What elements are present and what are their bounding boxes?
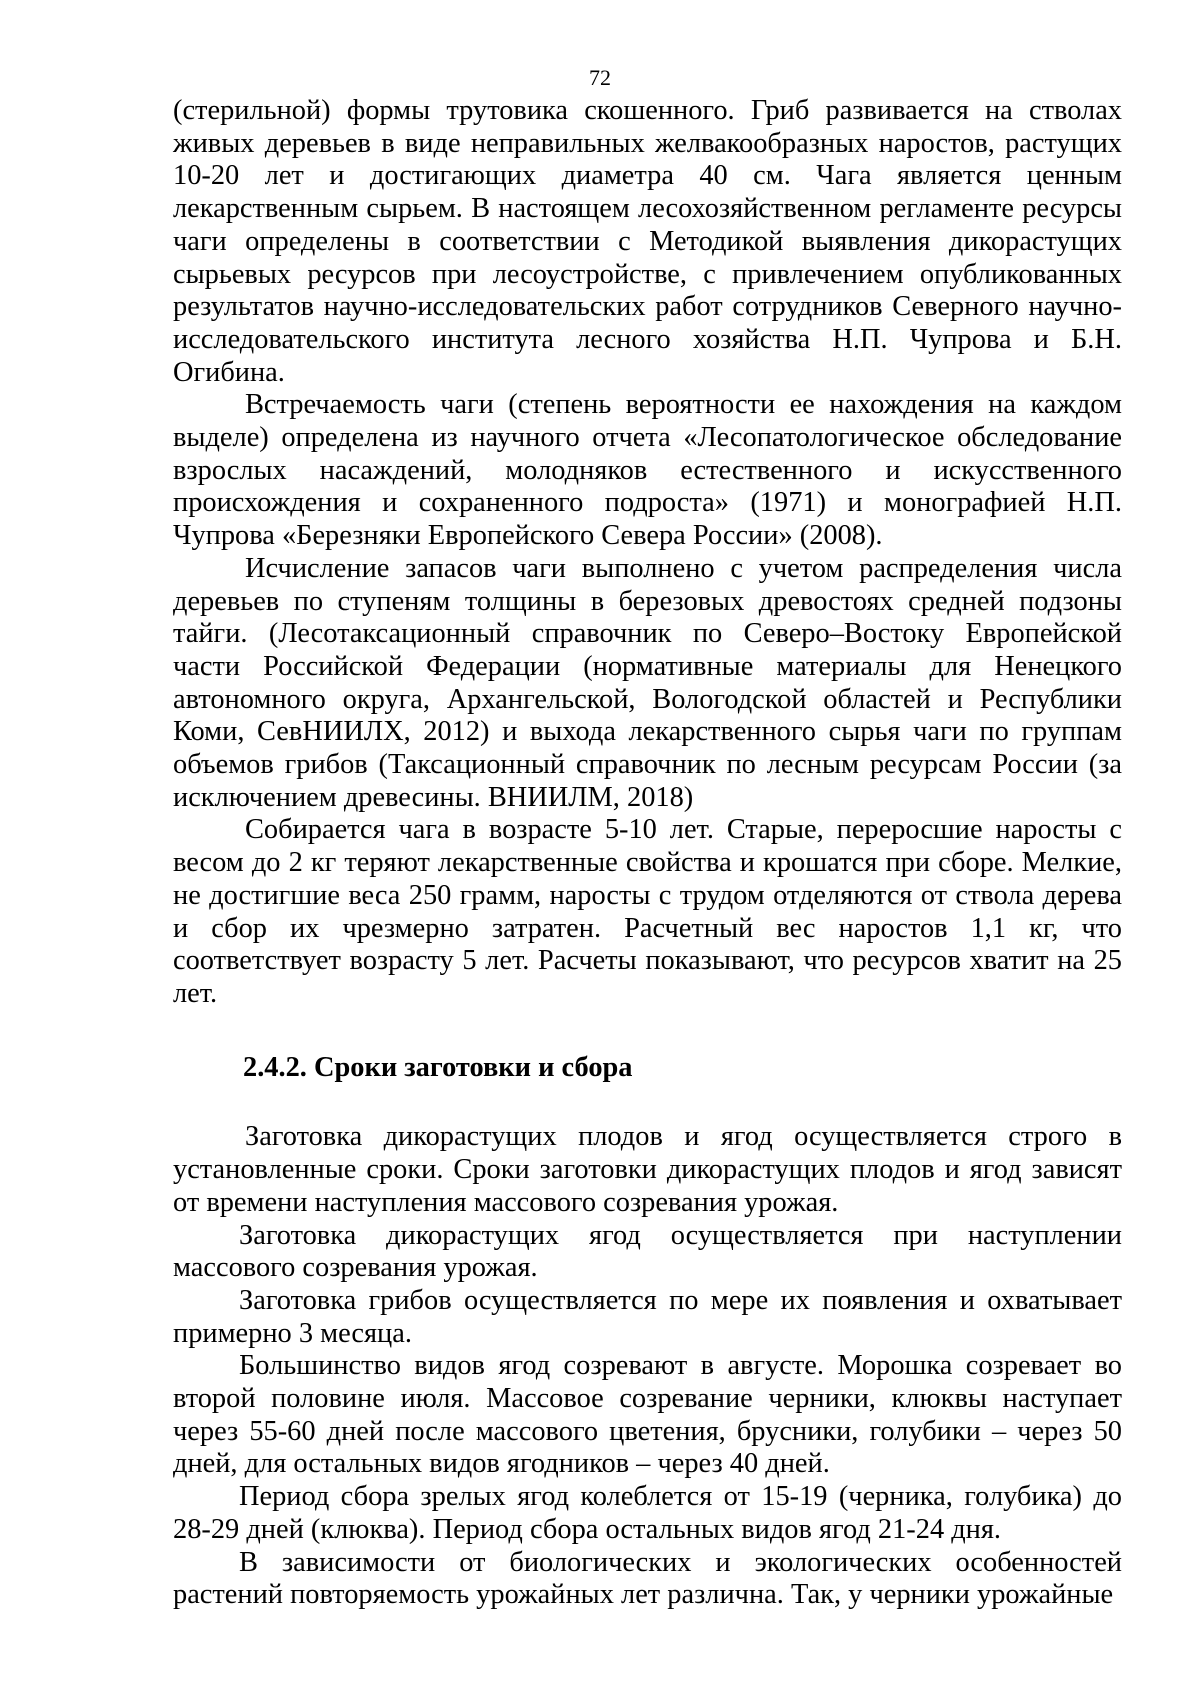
page-number: 72 <box>589 65 611 90</box>
paragraph-mushroom-harvest: Заготовка грибов осуществляется по мере их появления и охватывает примерно 3 месяца. <box>173 1284 1122 1349</box>
paragraph-chaga-description: (стерильной) формы трутовика скошенного. Гриб развивается на стволах живых деревьев в виде неправильных желвакообразных наростов, растущих 10-20 лет и достигающих диаметра 40 см. Чага является ценным лекарственным сырьем. В настоящем лесохозяйственном регламенте ресурсы чаги определены в соответствии с Методикой выявления дикорастущих сырьевых ресурсов при лесоустройстве, с привлечением опубликованных результатов научно-исследовательских работ сотрудников Северного научно-исследовательского института лесного хозяйства Н.П. Чупрова и Б.Н. Огибина. <box>173 95 1122 388</box>
paragraph-chaga-collection: Собирается чага в возрасте 5-10 лет. Старые, переросшие наросты с весом до 2 кг теряют лекарственные свойства и крошатся при сборе. Мелкие, не достигшие веса 250 грамм, наросты с трудом отделяются от ствола дерева и сбор их чрезмерно затратен. Расчетный вес наростов 1,1 кг, что соответствует возрасту 5 лет. Расчеты показывают, что ресурсов хватит на 25 лет. <box>173 814 1122 1009</box>
section-heading: 2.4.2. Сроки заготовки и сбора <box>243 1051 633 1083</box>
paragraph-collection-period: Период сбора зрелых ягод колеблется от 15-19 (черника, голубика) до 28-29 дней (клюква). Период сбора остальных видов ягод 21-24 дня. <box>173 1481 1122 1545</box>
paragraph-yield-recurrence: В зависимости от биологических и экологических особенностей растений повторяемость урожайных лет различна. Так, у черники урожайные <box>173 1546 1122 1611</box>
paragraph-ripening: Большинство видов ягод созревают в августе. Морошка созревает во второй половине июля. Массовое созревание черники, клюквы наступает через 55-60 дней после массового цветения, брусники, голубики – через 50 дней, для остальных видов ягодников – через 40 дней. <box>173 1350 1122 1480</box>
document-body <box>173 95 1122 1612</box>
paragraph-chaga-occurrence: Встречаемость чаги (степень вероятности ее нахождения на каждом выделе) определена из научного отчета «Лесопатологическое обследование взрослых насаждений, молодняков естественного и искусственного происхождения и сохраненного подроста» (1971) и монографией Н.П. Чупрова «Березняки Европейского Севера России» (2008). <box>173 389 1122 552</box>
paragraph-chaga-reserves: Исчисление запасов чаги выполнено с учетом распределения числа деревьев по ступеням толщины в березовых древостоях средней подзоны тайги. (Лесотаксационный справочник по Северо–Востоку Европейской части Российской Федерации (нормативные материалы для Ненецкого автономного округа, Архангельской, Вологодской областей и Республики Коми, СевНИИЛХ, 2012) и выхода лекарственного сырья чаги по группам объемов грибов (Таксационный справочник по лесным ресурсам России (за исключением древесины. ВНИИЛМ, 2018) <box>173 552 1122 813</box>
paragraph-harvest-terms: Заготовка дикорастущих плодов и ягод осуществляется строго в установленные сроки. Сроки заготовки дикорастущих плодов и ягод зависят от времени наступления массового созревания урожая. <box>173 1121 1122 1218</box>
paragraph-berry-harvest: Заготовка дикорастущих ягод осуществляется при наступлении массового созревания урожая. <box>173 1219 1122 1284</box>
